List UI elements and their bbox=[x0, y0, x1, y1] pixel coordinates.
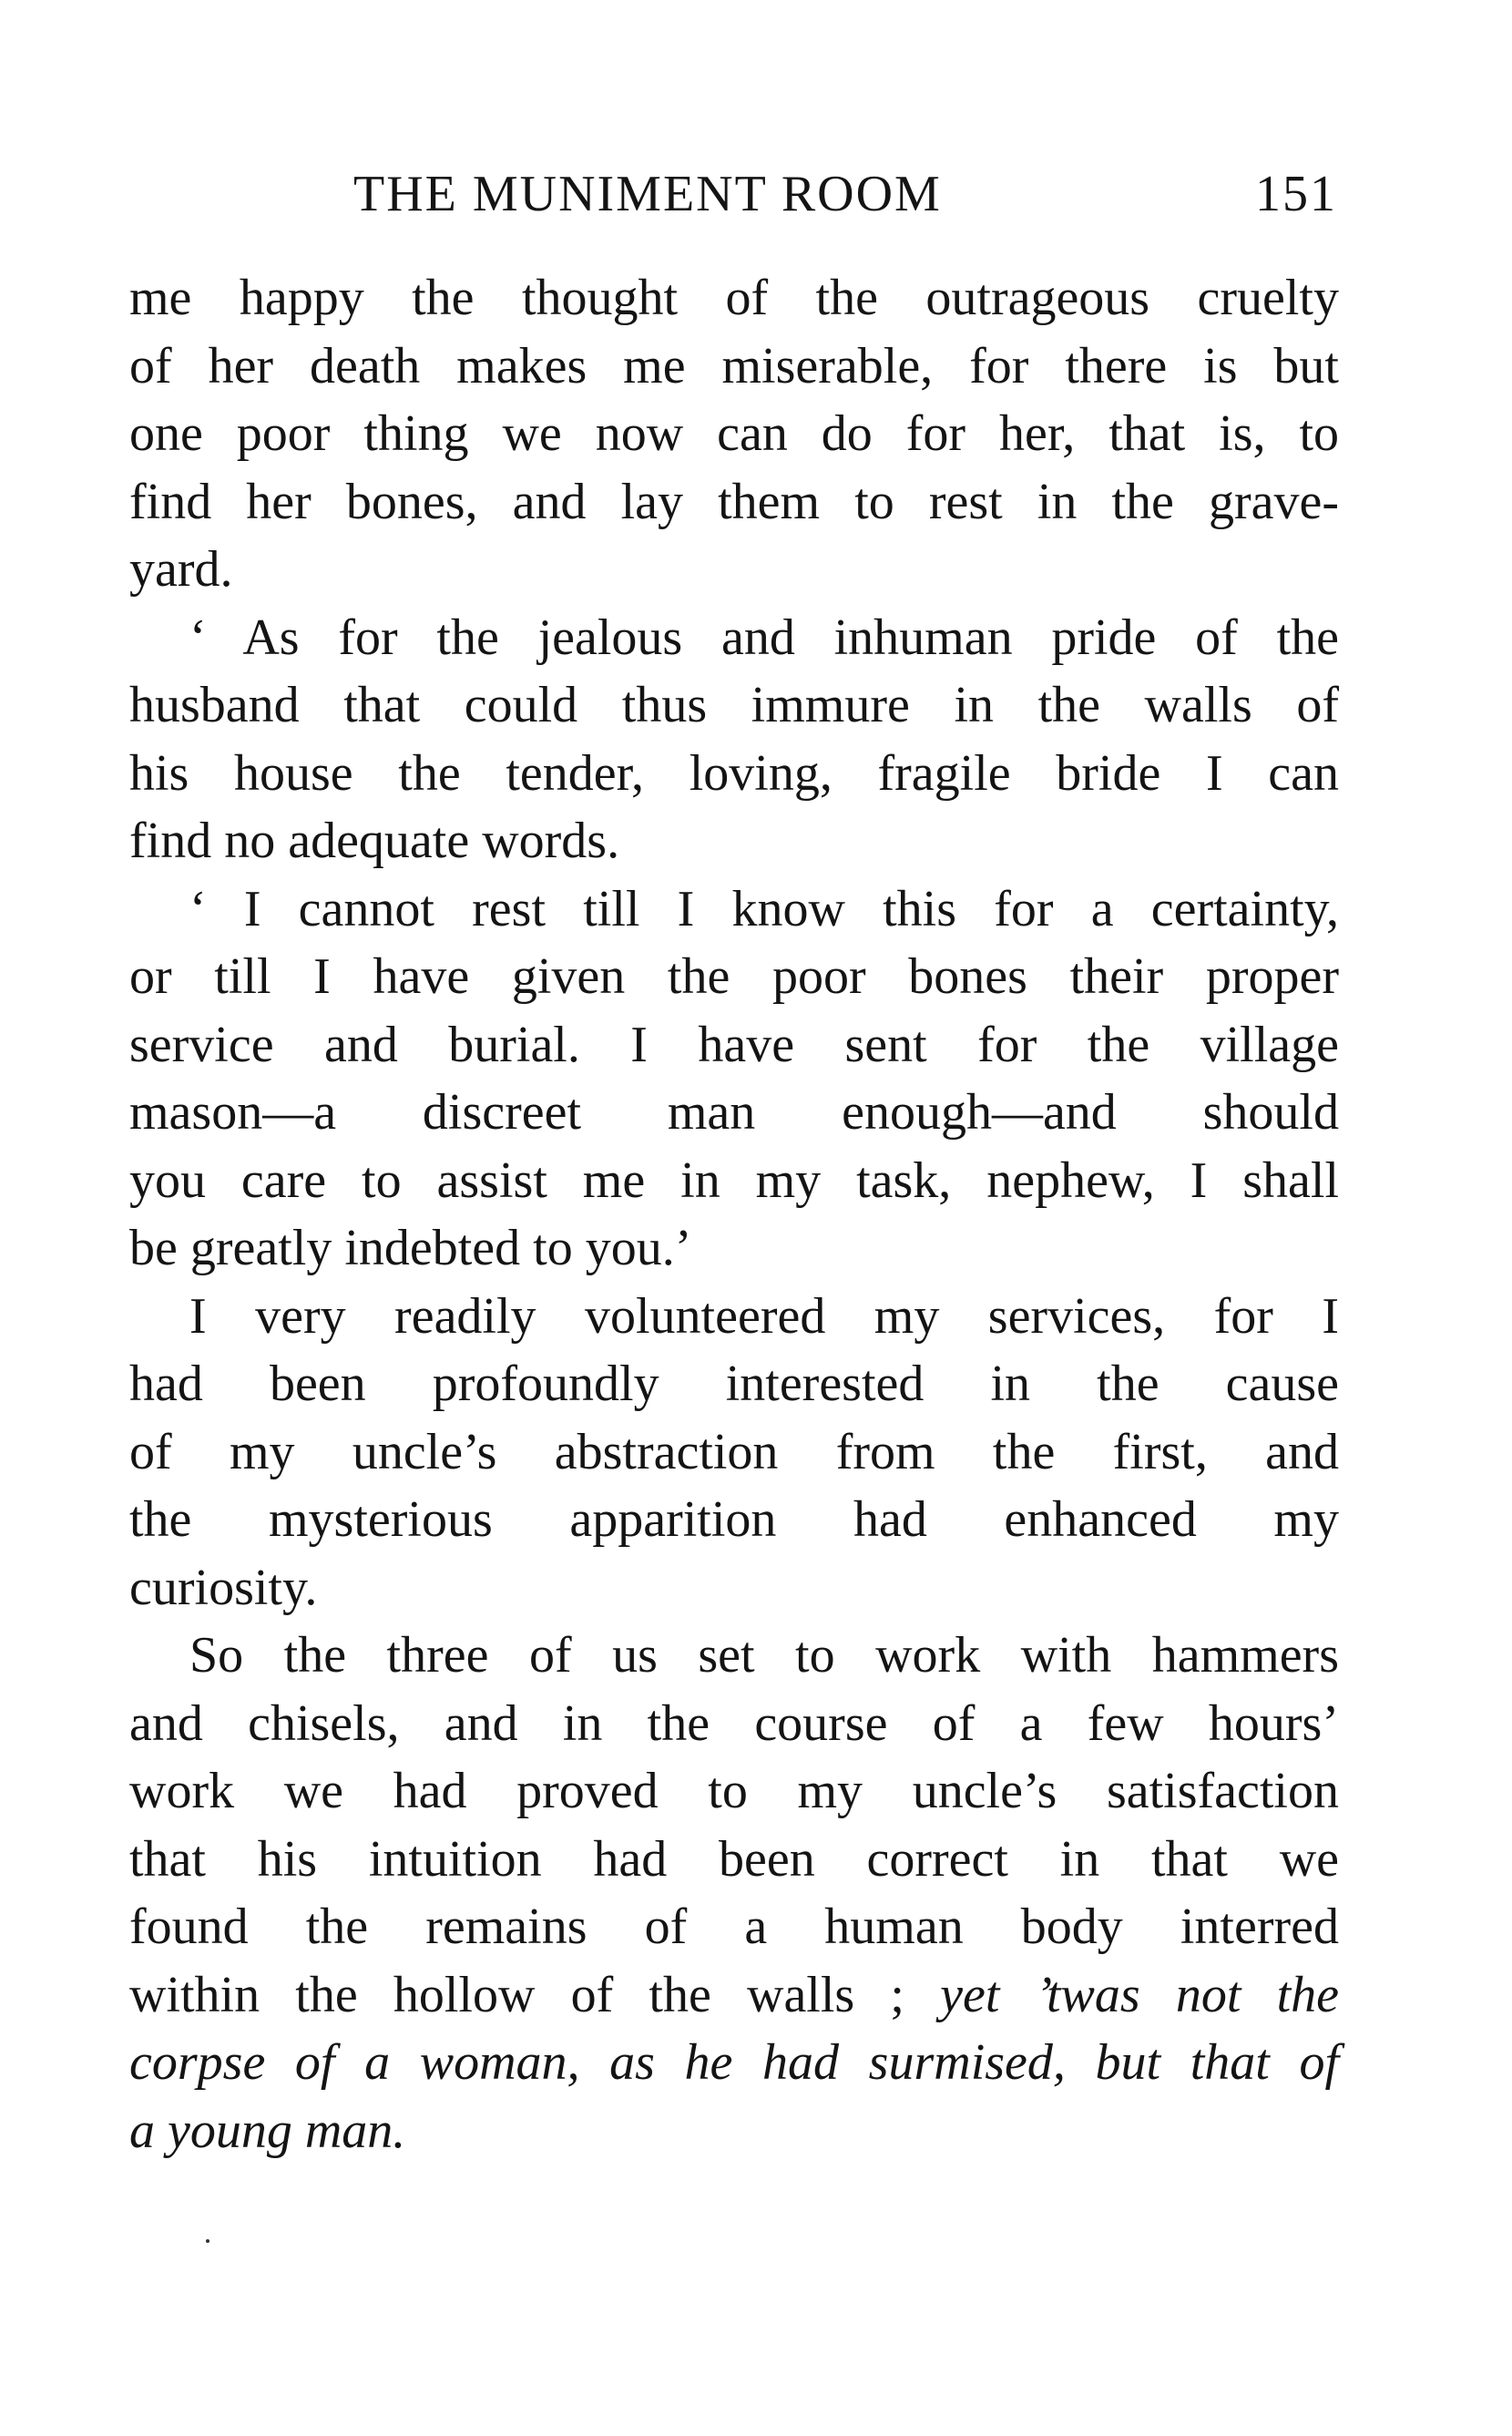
text-line: found the remains of a human body interred bbox=[129, 1899, 1339, 1955]
text-line: find no adequate words. bbox=[129, 813, 620, 869]
text-line: mason—a discreet man enough—and should bbox=[129, 1084, 1339, 1141]
text-line: curiosity. bbox=[129, 1559, 318, 1616]
text-line: find her bones, and lay them to rest in the grave- bbox=[129, 473, 1339, 530]
text-line-roman: within the hollow of the walls ; bbox=[129, 1966, 904, 2023]
text-line: the mysterious apparition had enhanced my bbox=[129, 1491, 1339, 1548]
text-line: of my uncle’s abstraction from the first, and bbox=[129, 1423, 1339, 1480]
text-line: a young man. bbox=[129, 2102, 406, 2159]
text-line: that his intuition had been correct in that we bbox=[129, 1830, 1339, 1888]
text-line: husband that could thus immure in the walls of bbox=[129, 677, 1339, 733]
text-line bbox=[129, 1961, 1339, 2030]
text-line: ‘ I cannot rest till I know this for a certainty, bbox=[189, 880, 1339, 937]
page-number: 151 bbox=[1255, 166, 1337, 222]
text-line: his house the tender, loving, fragile bride I can bbox=[129, 744, 1339, 802]
text-line: one poor thing we now can do for her, that is, to bbox=[129, 405, 1339, 462]
text-line: you care to assist me in my task, nephew, I shall bbox=[129, 1151, 1339, 1209]
text-line: or till I have given the poor bones their proper bbox=[129, 948, 1339, 1005]
text-line-italic: yet ’twas not the bbox=[940, 1966, 1340, 2023]
text-line: yard. bbox=[129, 541, 233, 598]
text-line: me happy the thought of the outrageous cruelty bbox=[129, 270, 1339, 326]
body-text bbox=[129, 264, 1339, 2165]
text-line: be greatly indebted to you.’ bbox=[129, 1220, 692, 1276]
text-line: and chisels, and in the course of a few hours’ bbox=[129, 1694, 1339, 1752]
running-title: THE MUNIMENT ROOM bbox=[353, 166, 942, 222]
text-line: work we had proved to my uncle’s satisfaction bbox=[129, 1763, 1339, 1819]
text-line: ‘ As for the jealous and inhuman pride of the bbox=[189, 609, 1339, 666]
text-line: had been profoundly interested in the cause bbox=[129, 1356, 1339, 1412]
text-line: corpse of a woman, as he had surmised, but that of bbox=[129, 2034, 1339, 2091]
running-head bbox=[353, 162, 1337, 226]
ink-speck bbox=[206, 2239, 209, 2243]
text-line: service and burial. I have sent for the village bbox=[129, 1016, 1339, 1073]
text-line: of her death makes me miserable, for there is but bbox=[129, 337, 1339, 394]
text-line: So the three of us set to work with hammers bbox=[189, 1627, 1339, 1684]
text-line: I very readily volunteered my services, for I bbox=[189, 1287, 1339, 1345]
